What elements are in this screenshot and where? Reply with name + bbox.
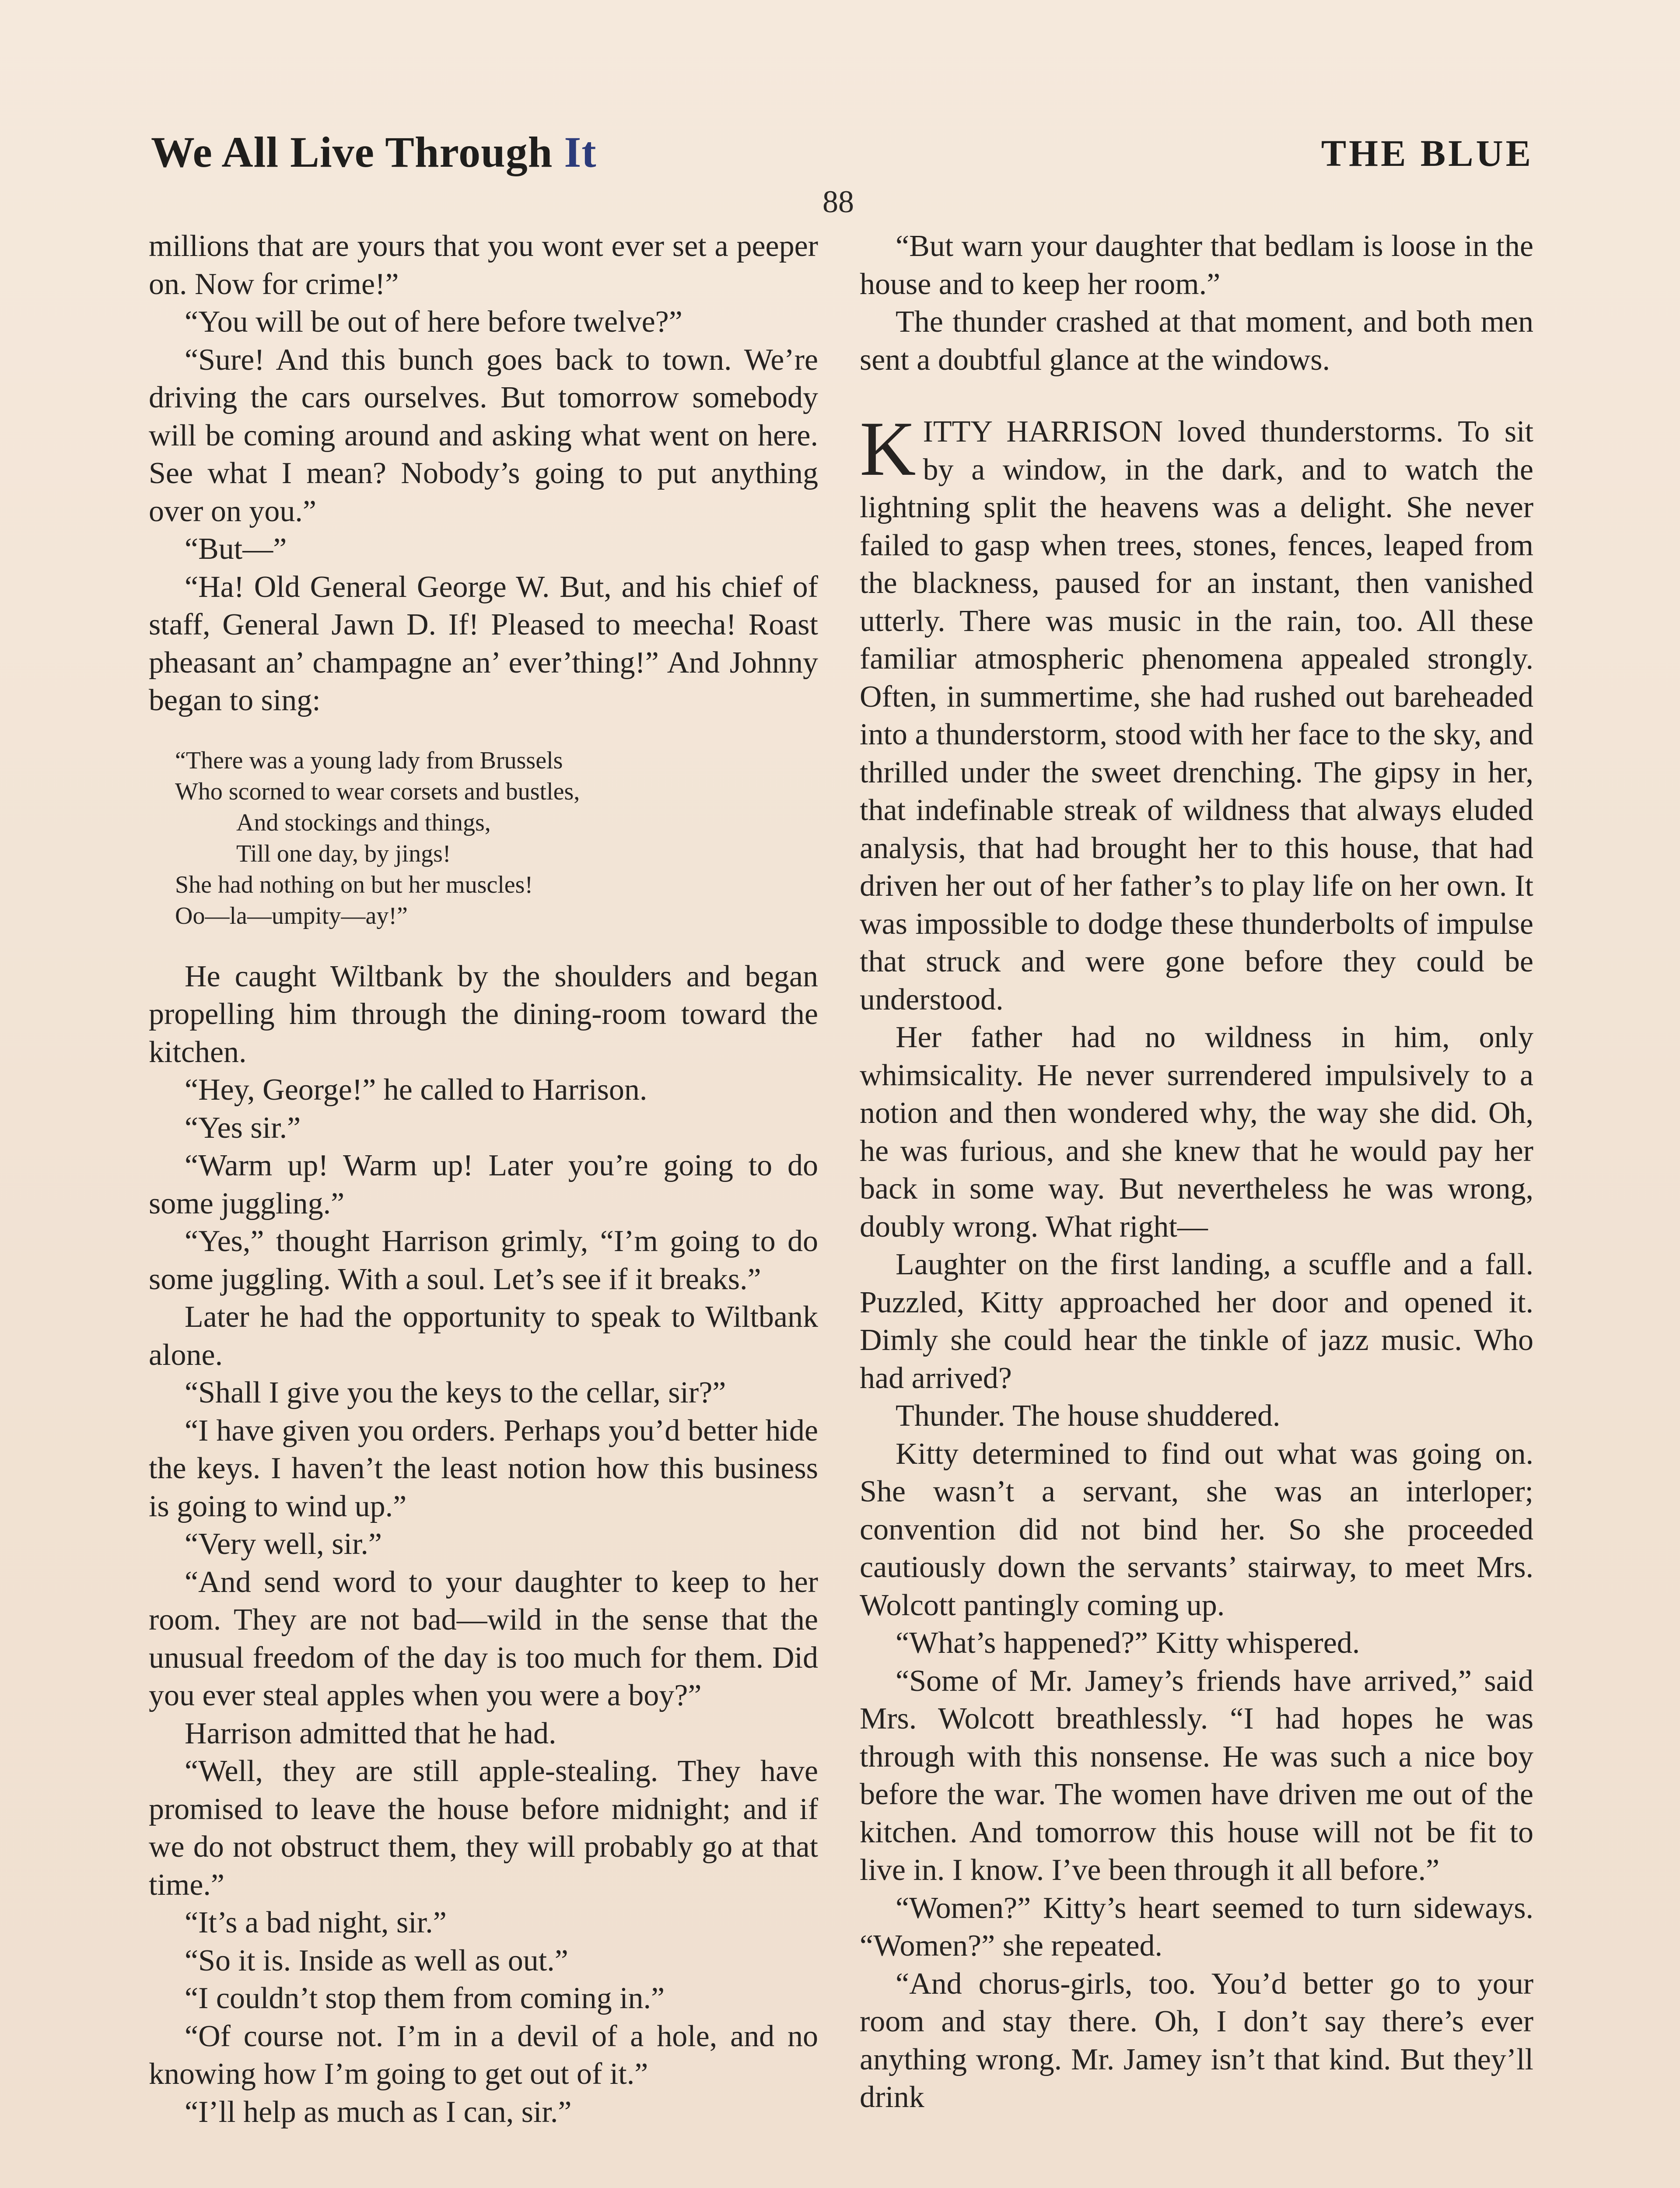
paragraph: “Women?” Kitty’s heart seemed to turn sideways. “Women?” she repeated.: [860, 1891, 1533, 1963]
paragraph: millions that are yours that you wont ever set a peeper on. Now for crime!”: [149, 229, 818, 301]
left-column: [149, 228, 818, 2131]
paragraph: The thunder crashed at that moment, and both men sent a doubtful glance at the windows.: [860, 305, 1533, 377]
paragraph: “So it is. Inside as well as out.”: [185, 1943, 568, 1978]
paragraph: “Of course not. I’m in a devil of a hole, and no knowing how I’m going to get out of it.”: [149, 2019, 818, 2091]
paragraph: “Warm up! Warm up! Later you’re going to do some juggling.”: [149, 1149, 818, 1220]
poem-line: And stockings and things,: [236, 809, 491, 836]
poem-line: Who scorned to wear corsets and bustles,: [175, 778, 580, 805]
poem-line: Till one day, by jings!: [236, 840, 451, 867]
paragraph: “I’ll help as much as I can, sir.”: [185, 2095, 572, 2129]
paragraph: “But warn your daughter that bedlam is loose in the house and to keep her room.”: [860, 229, 1533, 301]
right-column: [860, 228, 1533, 2117]
poem-line: Oo—la—umpity—ay!”: [175, 902, 408, 929]
paragraph: “Some of Mr. Jamey’s friends have arrived,” said Mrs. Wolcott breathlessly. “I had hopes he was through with this nonsense. He was such a nice boy before the war. The women have driven me out of the kitchen. And tomorrow this house will not be fit to live in. I know. I’ve been through it all before.”: [860, 1664, 1533, 1887]
paragraph: “Hey, George!” he called to Harrison.: [185, 1073, 648, 1107]
story-title: We All Live Through It: [151, 128, 597, 176]
paragraph: “What’s happened?” Kitty whispered.: [896, 1626, 1360, 1660]
paragraph: “Yes sir.”: [185, 1111, 301, 1145]
paragraph: “It’s a bad night, sir.”: [185, 1906, 447, 1939]
paragraph: “Well, they are still apple-stealing. They have promised to leave the house before midnight; and if we do not obstruct them, they will probably go at that time.”: [149, 1754, 818, 1902]
paragraph: “Yes,” thought Harrison grimly, “I’m going to do some juggling. With a soul. Let’s see if it breaks.”: [149, 1224, 818, 1296]
paragraph: Thunder. The house shuddered.: [896, 1399, 1281, 1433]
paragraph: “Sure! And this bunch goes back to town. We’re driving the cars ourselves. But tomorrow somebody will be coming around and asking what went on here. See what I mean? Nobody’s going to put anything over on you.”: [149, 343, 818, 528]
paragraph: “I have given you orders. Perhaps you’d better hide the keys. I haven’t the least notion how this business is going to wind up.”: [149, 1413, 818, 1523]
section-opening-paragraph: KITTY HARRISON loved thunderstorms. To sit by a window, in the dark, and to watch the lightning split the heavens was a delight. She never failed to gasp when trees, stones, fences, leaped from the blackness, paused for an instant, then vanished utterly. There was music in the rain, too. All these familiar atmospheric phenomena appealed strongly. Often, in summertime, she had rushed out bareheaded into a thunderstorm, stood with her face to the sky, and thrilled under the sweet drenching. The gipsy in her, that indefinable streak of wildness that always eluded analysis, that had brought her to this house, that had driven her out of her father’s to play life on her own. It was impossible to dodge these thunderbolts of impulse that struck and were gone before they could be understood.: [860, 405, 1533, 1017]
paragraph: “Shall I give you the keys to the cellar, sir?”: [185, 1376, 726, 1410]
paragraph: Later he had the opportunity to speak to Wiltbank alone.: [149, 1300, 818, 1372]
paragraph: “Ha! Old General George W. But, and his chief of staff, General Jawn D. If! Pleased to meecha! Roast pheasant an’ champagne an’ ever’thing!” And Johnny began to sing:: [149, 570, 818, 717]
poem-line: She had nothing on but her muscles!: [175, 871, 533, 898]
magazine-title: THE BLUE: [1321, 132, 1533, 174]
paragraph: Kitty determined to find out what was going on. She wasn’t a servant, she was an interloper; convention did not bind her. So she proceeded cautiously down the servants’ stairway, to meet Mrs. Wolcott pantingly coming up.: [860, 1437, 1533, 1622]
paragraph: He caught Wiltbank by the shoulders and began propelling him through the dining-room toward the kitchen.: [149, 959, 818, 1069]
page-number: 88: [822, 184, 854, 219]
paragraph: Her father had no wildness in him, only whimsicality. He never surrendered impulsively to a notion and then wondered why, the way she did. Oh, he was furious, and she knew that he would pay her back in some way. But nevertheless he was wrong, doubly wrong. What right—: [860, 1020, 1533, 1244]
paragraph: “I couldn’t stop them from coming in.”: [185, 1981, 665, 2015]
paragraph: “But—”: [185, 532, 287, 566]
paragraph: “And send word to your daughter to keep to her room. They are not bad—wild in the sense that the unusual freedom of the day is too much for them. Did you ever steal apples when you were a boy?”: [149, 1565, 818, 1712]
paragraph: Laughter on the first landing, a scuffle and a fall. Puzzled, Kitty approached her door and opened it. Dimly she could hear the tinkle of jazz music. Who had arrived?: [860, 1248, 1533, 1395]
drop-cap: K: [860, 405, 916, 492]
poem: [175, 745, 818, 932]
paragraph: “And chorus-girls, too. You’d better go to your room and stay there. Oh, I don’t say there’s ever anything wrong. Mr. Jamey isn’t that kind. But they’ll drink: [860, 1967, 1533, 2114]
paragraph: “Very well, sir.”: [185, 1527, 382, 1561]
poem-line: “There was a young lady from Brussels: [175, 747, 563, 774]
paragraph: Harrison admitted that he had.: [185, 1716, 556, 1750]
paragraph: “You will be out of here before twelve?”: [185, 305, 682, 339]
